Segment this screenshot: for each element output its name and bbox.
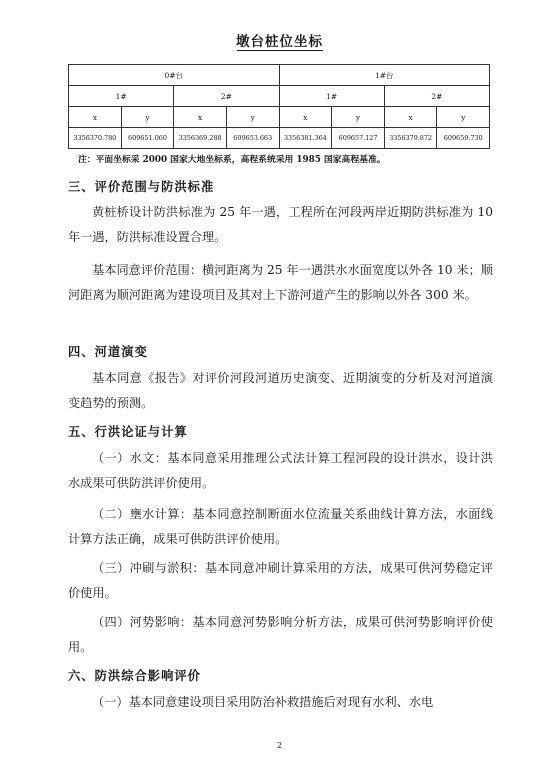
table-sub-header: 1#: [69, 86, 174, 107]
section-heading: 五、行洪论证与计算: [68, 424, 188, 439]
paragraph: 黄桩桥设计防洪标准为 25 年一遇，工程所在河段两岸近期防洪标准为 10 年一遇，防洪标准设置合理。: [68, 205, 493, 244]
coordinate-table: [68, 64, 490, 149]
paragraph: （一）水文：基本同意采用推理公式法计算工程河段的设计洪水，设计洪水成果可供防洪评价使用。: [68, 451, 493, 490]
table-sub-header: 2#: [174, 86, 279, 107]
paragraph: （三）冲刷与淤积：基本同意冲刷计算采用的方法，成果可供河势稳定评价使用。: [68, 561, 493, 600]
table-note: 注：平面坐标采 2000 国家大地坐标系，高程系统采用 1985 国家高程基准。: [78, 155, 386, 165]
table-axis-header: x: [384, 107, 437, 128]
table-axis-header: x: [69, 107, 122, 128]
table-cell: 3356379.872: [384, 128, 437, 149]
page-title: 墩台桩位坐标: [236, 34, 323, 50]
table-cell: 3356369.288: [174, 128, 227, 149]
table-axis-header: x: [279, 107, 332, 128]
table-group-header-row: [69, 65, 490, 86]
table-axis-header: y: [121, 107, 174, 128]
table-group-header: 1#台: [279, 65, 490, 86]
table-axis-header: y: [226, 107, 279, 128]
paragraph: 基本同意评价范围：横河距离为 25 年一遇洪水水面宽度以外各 10 米；顺河距离为顺河距离为建设项目及其对上下游河道产生的影响以外各 300 米。: [68, 263, 493, 302]
paragraph: （一）基本同意建设项目采用防治补救措施后对现有水利、水电: [92, 695, 434, 709]
paragraph: 基本同意《报告》对评价河段河道历史演变、近期演变的分析及对河道演变趋势的预测。: [68, 371, 493, 410]
table-axis-header: y: [332, 107, 385, 128]
table-axis-header-row: [69, 107, 490, 128]
paragraph: （二）壅水计算：基本同意控制断面水位流量关系曲线计算方法，水面线计算方法正确，成果可供防洪评价使用。: [68, 507, 493, 546]
section-heading: 六、防洪综合影响评价: [68, 668, 201, 683]
section-heading: 四、河道演变: [68, 344, 148, 359]
table-cell: 609651.060: [121, 128, 174, 149]
title-underline: [237, 50, 323, 51]
table-cell: 609653.663: [226, 128, 279, 149]
table-cell: 3356370.780: [69, 128, 122, 149]
table-cell: 609659.730: [437, 128, 490, 149]
page-number: 2: [276, 741, 283, 750]
table-sub-header: 2#: [384, 86, 489, 107]
table-axis-header: x: [174, 107, 227, 128]
table-sub-header-row: [69, 86, 490, 107]
table-cell: 609657.127: [332, 128, 385, 149]
table-group-header: 0#台: [69, 65, 280, 86]
table-sub-header: 1#: [279, 86, 384, 107]
table-cell: 3356381.364: [279, 128, 332, 149]
table-axis-header: y: [437, 107, 490, 128]
section-heading: 三、评价范围与防洪标准: [68, 179, 215, 194]
paragraph: （四）河势影响：基本同意河势影响分析方法，成果可供河势影响评价使用。: [68, 615, 493, 654]
table-value-row: [69, 128, 490, 149]
